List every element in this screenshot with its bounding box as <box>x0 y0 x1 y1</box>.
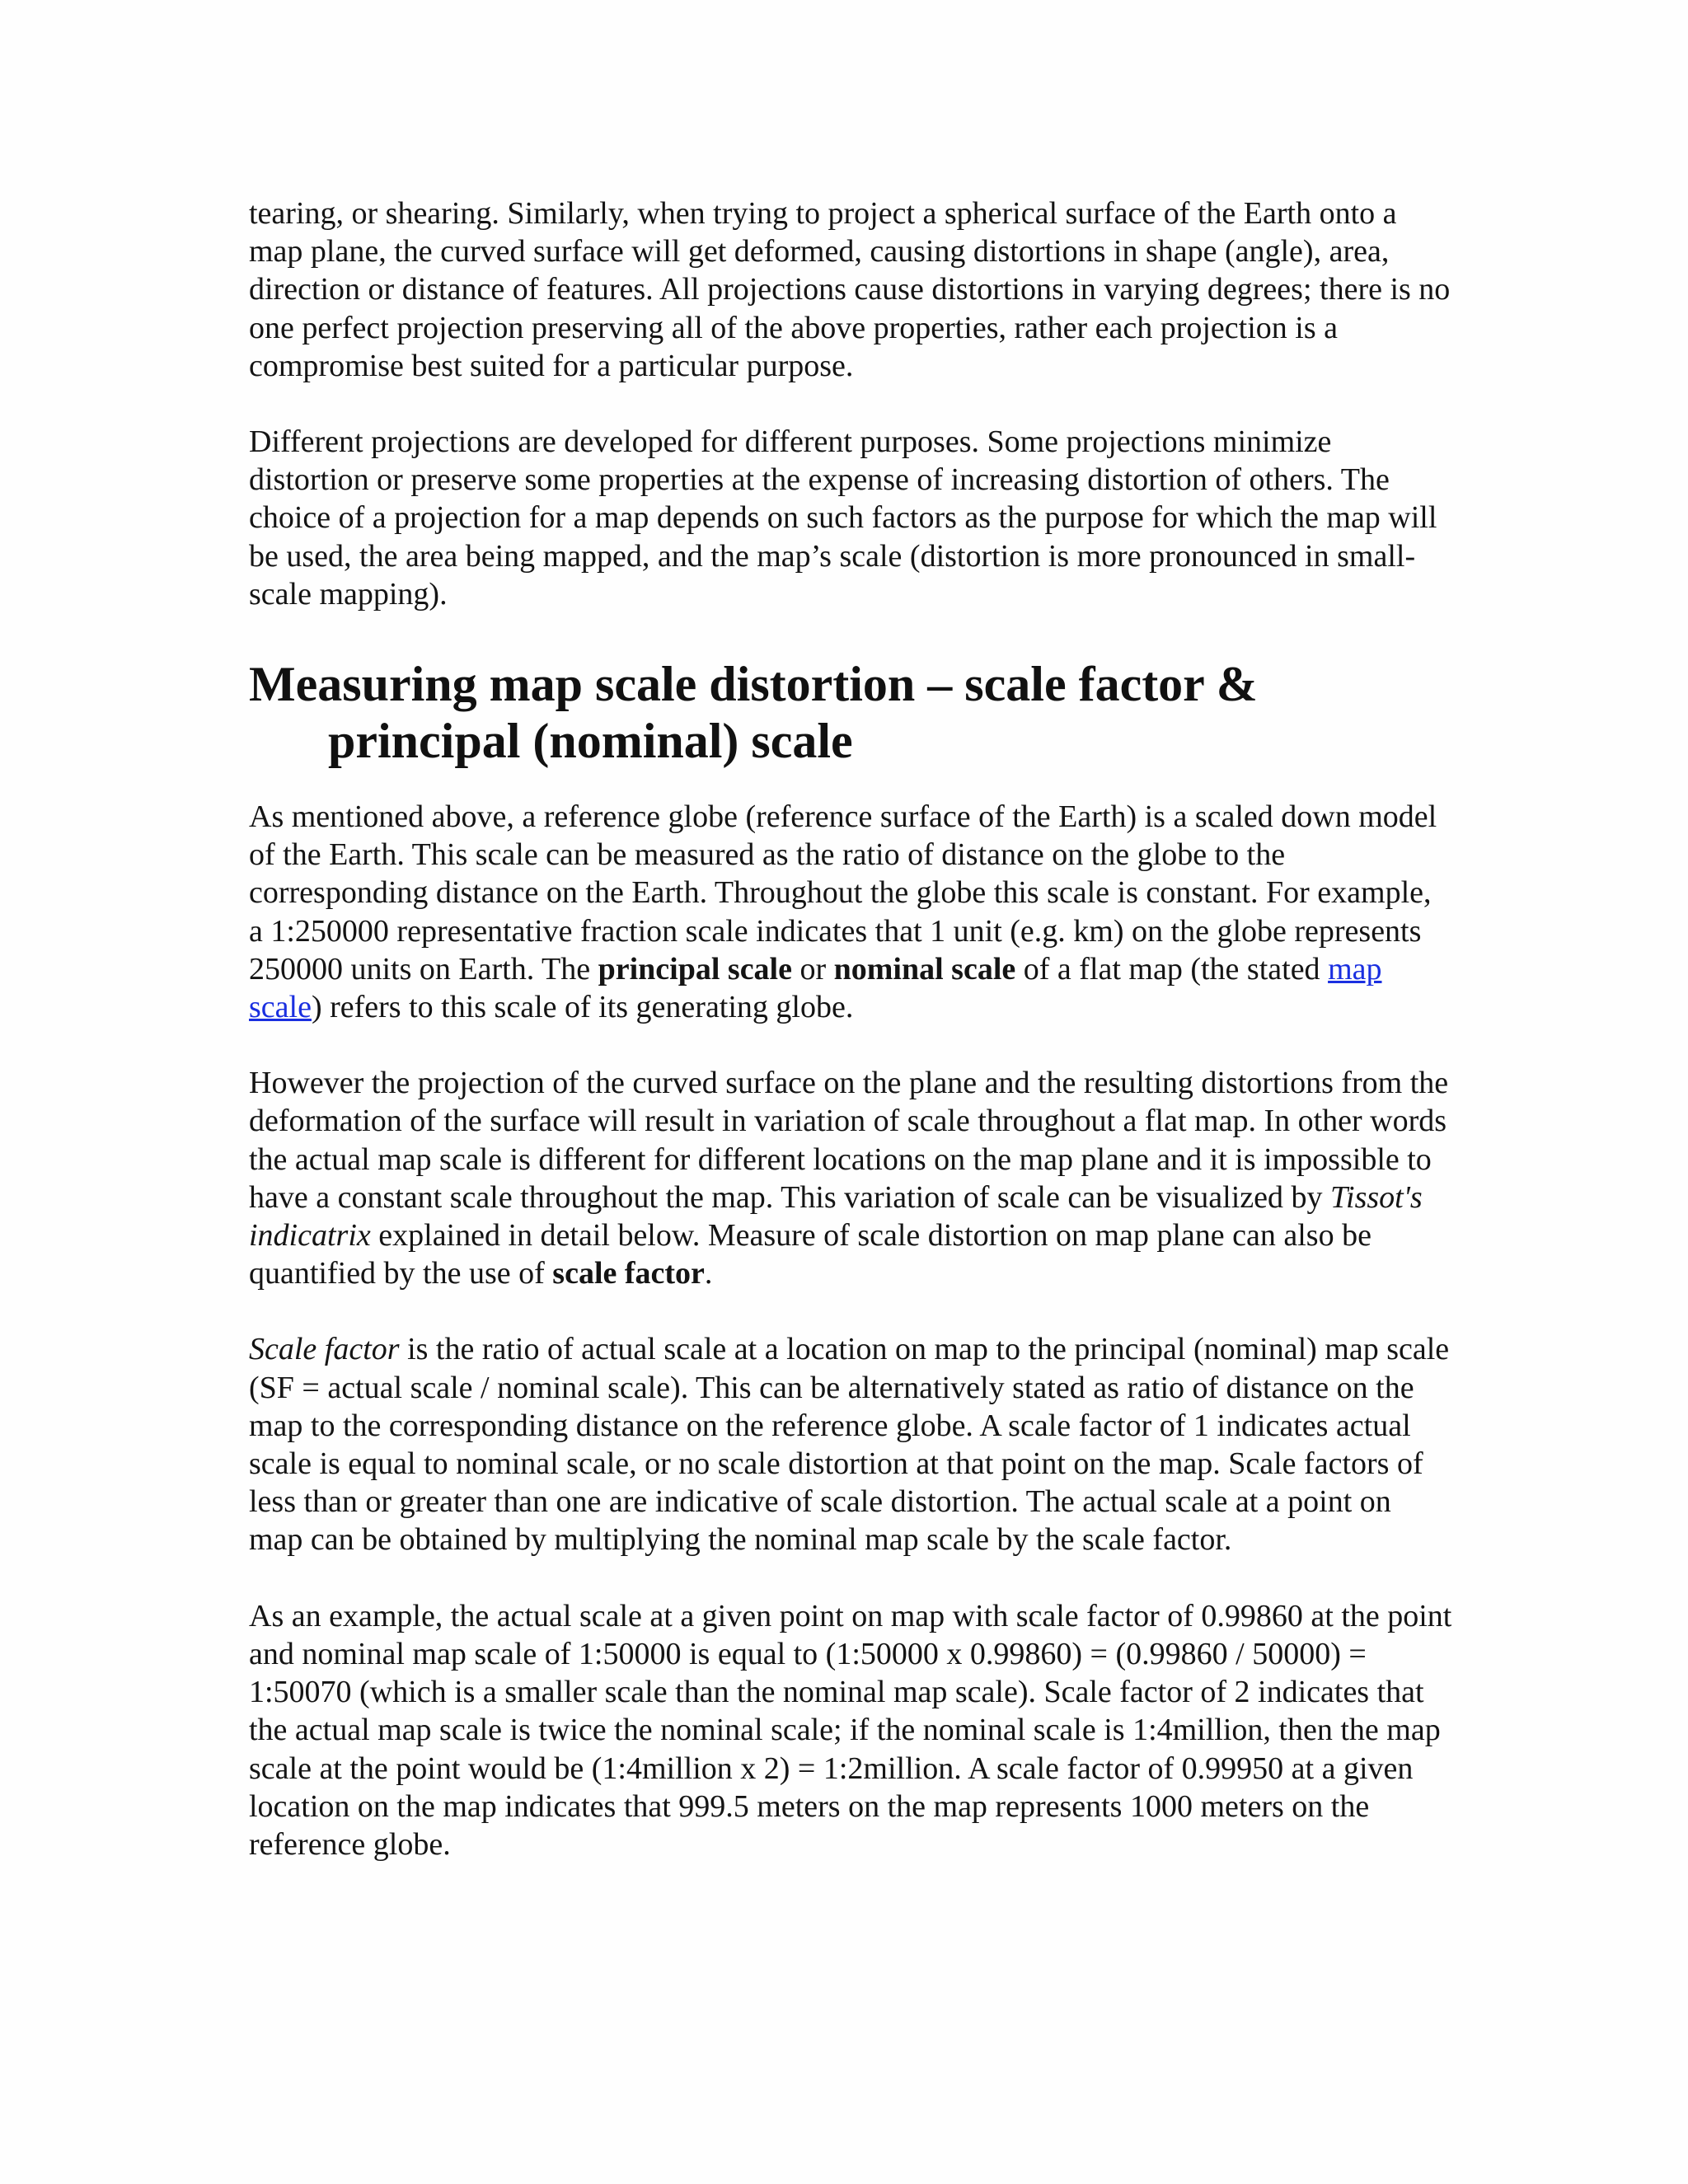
bold-term-principal-scale: principal scale <box>598 951 792 987</box>
paragraph-text: . <box>704 1256 713 1291</box>
map-scale-link[interactable]: map scale <box>249 951 1382 1025</box>
paragraph-scale-factor-example: As an example, the actual scale at a given point on map with scale factor of 0.99860 at the point and nominal map scale of 1:50000 is equal to (1:50000 x 0.99860) = (0.99860 / 50000) = 1:50070 (which is a smaller scale than the nominal map scale). Scale factor of 2 indicates that the actual map scale is twice the nominal scale; if the nominal scale is 1:4million, then the map scale at the point would be (1:4million x 2) = 1:2million. A scale factor of 0.99950 at a given location on the map indicates that 999.5 meters on the map represents 1000 meters on the reference globe. <box>249 1598 1452 1862</box>
paragraph-text: explained in detail below. Measure of scale distortion on map plane can also be quantified by the use of <box>249 1218 1372 1291</box>
italic-term-scale-factor: Scale factor <box>249 1332 400 1367</box>
paragraph-text: However the projection of the curved surface on the plane and the resulting distortions from the deformation of the surface will result in variation of scale throughout a flat map. In other words the actual map scale is different for different locations on the map plane and it is impossible to have a constant scale throughout the map. This variation of scale can be visualized by <box>249 1066 1449 1215</box>
italic-term-tissot-indicatrix: Tissot's indicatrix <box>249 1179 1423 1254</box>
bold-term-nominal-scale: nominal scale <box>833 951 1016 987</box>
paragraph-text: As mentioned above, a reference globe (reference surface of the Earth) is a scaled down model of the Earth. This scale can be measured as the ratio of distance on the globe to the corresponding distance on the Earth. Throughout the globe this scale is constant. For example, a 1:250000 representative fraction scale indicates that 1 unit (e.g. km) on the globe represents 250000 units on Earth. The <box>249 799 1437 987</box>
paragraph-scale-variation <box>249 1064 1452 1292</box>
paragraph-scale-factor-definition <box>249 1330 1452 1558</box>
paragraph-text: is the ratio of actual scale at a location on map to the principal (nominal) map scale (SF = actual scale / nominal scale). This can be alternatively stated as ratio of distance on the map to the corresponding distance on the reference globe. A scale factor of 1 indicates actual scale is equal to nominal scale, or no scale distortion at that point on the map. Scale factors of less than or greater than one are indicative of scale distortion. The actual scale at a point on map can be obtained by multiplying the nominal map scale by the scale factor. <box>249 1332 1450 1558</box>
paragraph-text: of a flat map (the stated <box>1015 951 1329 987</box>
section-heading: Measuring map scale distortion – scale factor & principal (nominal) scale <box>249 657 1258 769</box>
paragraph-text: or <box>791 951 834 987</box>
paragraph-reference-globe <box>249 798 1452 1026</box>
bold-term-scale-factor: scale factor <box>552 1256 705 1291</box>
paragraph-text: ) refers to this scale of its generating globe. <box>311 990 854 1025</box>
paragraph-distortion-intro: tearing, or shearing. Similarly, when trying to project a spherical surface of the Earth onto a map plane, the curved surface will get deformed, causing distortions in shape (angle), area, direction or distance of features. All projections cause distortions in varying degrees; there is no one perfect projection preserving all of the above properties, rather each projection is a compromise best suited for a particular purpose. <box>249 196 1451 383</box>
page-content <box>249 194 1452 1901</box>
paragraph-projection-purposes: Different projections are developed for different purposes. Some projections minimize distortion or preserve some properties at the expense of increasing distortion of others. The choice of a projection for a map depends on such factors as the purpose for which the map will be used, the area being mapped, and the map’s scale (distortion is more pronounced in small-scale mapping). <box>249 424 1437 612</box>
